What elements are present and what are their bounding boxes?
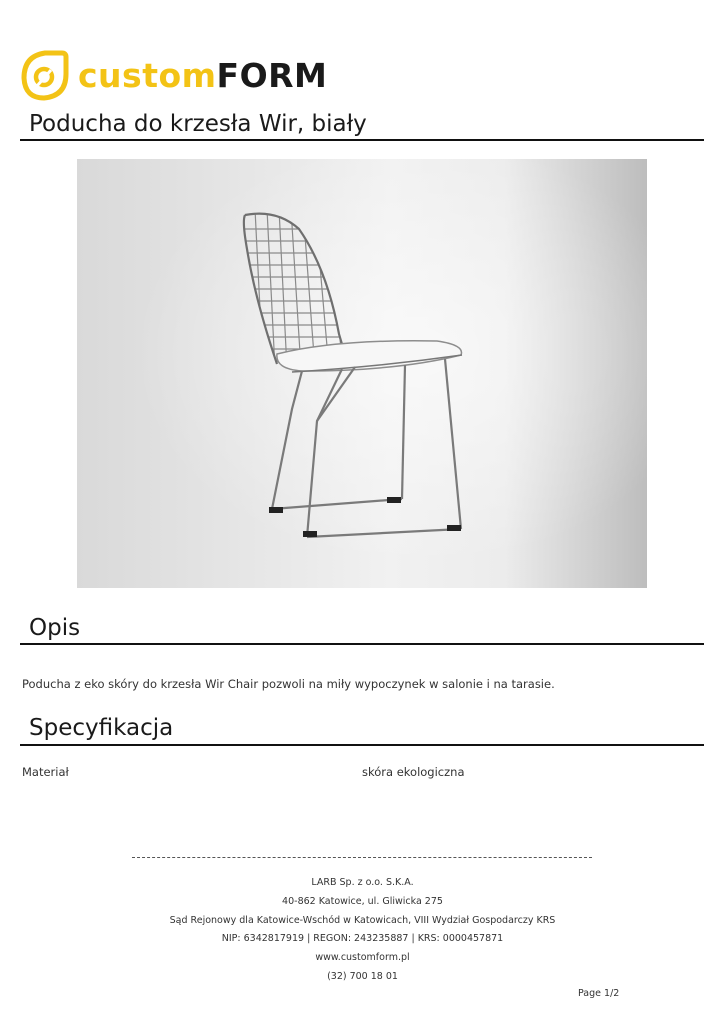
- page-number: Page 1/2: [578, 988, 620, 999]
- footer-website[interactable]: www.customform.pl: [315, 952, 410, 964]
- chair-photo-icon: [77, 159, 647, 588]
- description-heading: Opis: [20, 613, 704, 645]
- product-image: [77, 159, 647, 588]
- product-title: Poducha do krzesła Wir, biały: [20, 109, 704, 141]
- spec-value-material: skóra ekologiczna: [362, 765, 465, 779]
- footer-divider: [132, 857, 592, 858]
- footer-registry: NIP: 6342817919 | REGON: 243235887 | KRS: 0000457871: [221, 933, 504, 945]
- logo-word-custom: custom: [78, 56, 217, 95]
- footer: [0, 874, 725, 987]
- footer-phone: (32) 700 18 01: [327, 970, 398, 982]
- footer-court: Sąd Rejonowy dla Katowice-Wschód w Katowicach, VIII Wydział Gospodarczy KRS: [169, 914, 556, 926]
- footer-company: LARB Sp. z o.o. S.K.A.: [311, 877, 414, 888]
- footer-address: 40-862 Katowice, ul. Gliwicka 275: [282, 895, 443, 907]
- description-text: Poducha z eko skóry do krzesła Wir Chair pozwoli na miły wypoczynek w salonie i na tarasie.: [22, 677, 555, 691]
- logo-word-form: FORM: [216, 56, 328, 95]
- logo-wordmark: [78, 54, 327, 98]
- logo-mark-icon: [20, 48, 70, 108]
- customform-logo: [20, 48, 328, 108]
- specification-heading: Specyfikacja: [20, 713, 704, 746]
- spec-label-material: Materiał: [22, 765, 69, 779]
